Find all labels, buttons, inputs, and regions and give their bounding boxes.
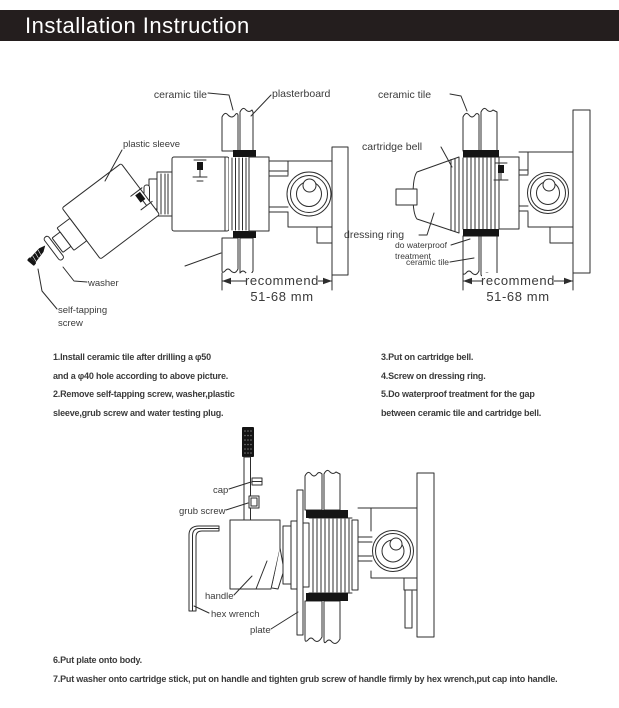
label-ceramic-tile: ceramic tile xyxy=(153,89,207,101)
rear-wall xyxy=(573,110,590,273)
label-self-tapping-screw: self-tapping xyxy=(58,305,108,316)
diagram-wall-preparation xyxy=(0,80,360,340)
leader-plate xyxy=(271,612,298,629)
step-line: 1.Install ceramic tile after drilling a φ50 xyxy=(53,352,211,362)
valve-body xyxy=(459,150,519,237)
seal-top xyxy=(463,150,499,158)
leader-plasterboard xyxy=(251,95,271,116)
dimension xyxy=(463,273,573,304)
step-line: 3.Put on cartridge bell. xyxy=(381,352,474,362)
label-grub-screw: grub screw xyxy=(179,506,226,517)
step-line: 7.Put washer onto cartridge stick, put on handle and tighten grub screw of handle firmly by hex wrench,put cap into handle. xyxy=(53,674,558,684)
page-title: Installation Instruction xyxy=(25,13,250,38)
recommend-label: recommend xyxy=(480,273,556,288)
plate xyxy=(297,490,303,635)
leader-washer xyxy=(63,267,87,282)
leader-ceramic-tile xyxy=(208,93,233,110)
handle-body xyxy=(230,520,280,589)
step-line: sleeve,grub screw and water testing plug. xyxy=(53,407,224,418)
steps-left xyxy=(53,348,235,422)
label-self-tapping-screw-2: screw xyxy=(58,318,83,329)
self-tapping-screw xyxy=(27,243,49,266)
label-ceramic-tile-small: ceramic tile xyxy=(406,257,449,267)
dimension-value: 51-68 mm xyxy=(486,289,550,304)
seal-bottom xyxy=(233,231,256,238)
diagram-cartridge-bell xyxy=(340,80,619,320)
cartridge xyxy=(303,510,358,601)
label-ceramic-tile: ceramic tile xyxy=(378,89,432,101)
leader-ceramic-tile xyxy=(450,94,467,111)
step-line: 6.Put plate onto body. xyxy=(53,655,142,665)
label-hex-wrench: hex wrench xyxy=(211,609,260,620)
leader-waterproof xyxy=(451,239,470,245)
diagram-handle-assembly xyxy=(150,420,470,655)
label-dressing-ring: dressing ring xyxy=(344,229,405,241)
seal-bottom xyxy=(306,593,348,601)
cartridge-stick xyxy=(396,189,417,205)
label-plasterboard: plasterboard xyxy=(272,88,331,100)
wall-pointer-line xyxy=(185,253,221,266)
valve-outlet xyxy=(287,172,331,216)
label-handle: handle xyxy=(205,591,234,602)
step-line: 5.Do waterproof treatment for the gap xyxy=(381,389,535,399)
steps-bottom xyxy=(53,651,557,689)
label-cartridge-bell: cartridge bell xyxy=(362,141,423,153)
rear-wall xyxy=(417,473,434,637)
grub-screw-piece xyxy=(249,496,259,508)
seal-bottom xyxy=(463,229,499,237)
step-line: and a φ40 hole according to above picture. xyxy=(53,370,229,381)
label-washer: washer xyxy=(88,278,119,289)
step-line: 2.Remove self-tapping screw, washer,plastic xyxy=(53,389,235,399)
header-bar xyxy=(0,10,619,41)
label-cap: cap xyxy=(213,485,229,496)
valve-outlet xyxy=(528,173,569,214)
label-treatment: treatment xyxy=(395,251,431,261)
leader-self-tapping-screw xyxy=(38,269,57,309)
recommend-label: recommend xyxy=(244,273,320,288)
cap-piece xyxy=(252,478,262,485)
dimension-value: 51-68 mm xyxy=(250,289,314,304)
valve-outlet xyxy=(373,531,414,572)
step-line: 4.Screw on dressing ring. xyxy=(381,370,486,381)
seal-top xyxy=(233,150,256,157)
handle-stick xyxy=(244,457,251,520)
label-plate: plate xyxy=(250,625,271,636)
dimension xyxy=(222,273,332,304)
label-do-waterproof: do waterproof xyxy=(395,240,447,250)
steps-right xyxy=(381,348,541,422)
leader-ceramic-tile-small xyxy=(450,258,474,262)
label-plastic-sleeve: plastic sleeve xyxy=(123,139,181,150)
valve-body xyxy=(144,150,269,238)
handle xyxy=(230,427,297,589)
cartridge-bell xyxy=(396,157,459,233)
seal-top xyxy=(306,510,348,518)
step-line: between ceramic tile and cartridge bell. xyxy=(381,407,542,418)
